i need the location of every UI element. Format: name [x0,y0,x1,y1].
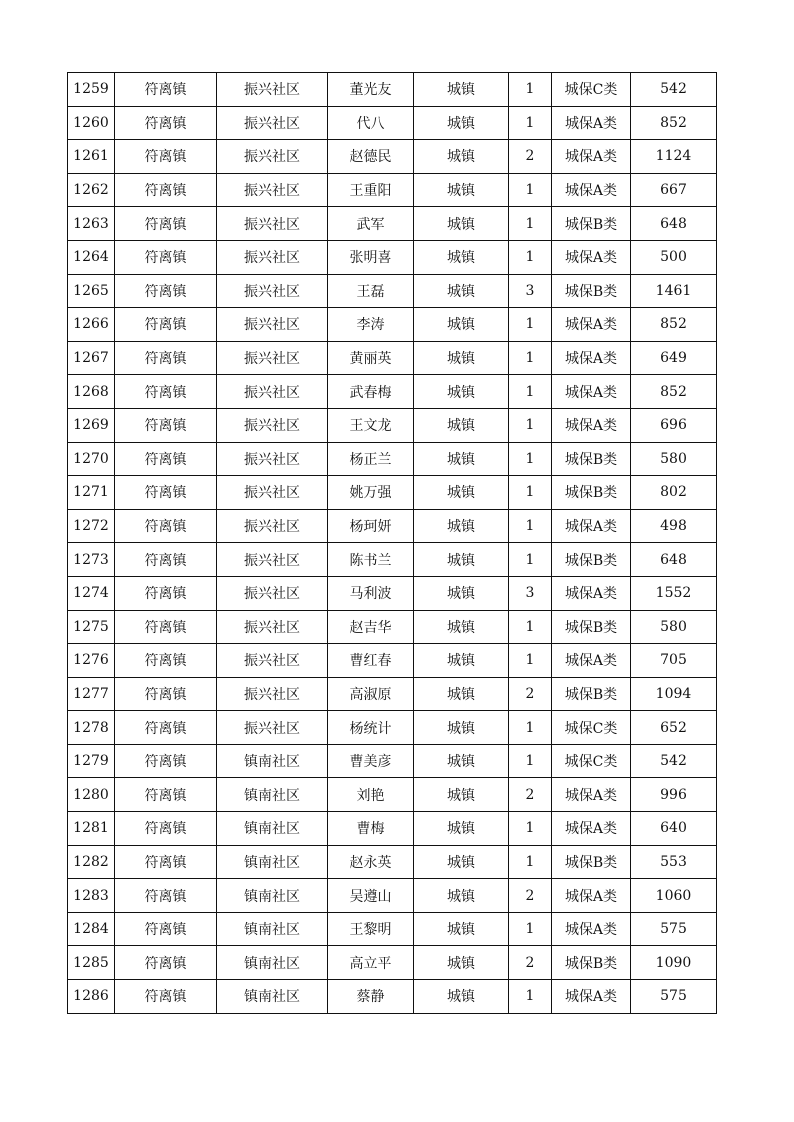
name-cell: 刘艳 [328,778,414,812]
town-cell: 符离镇 [115,73,217,107]
table-row [68,744,717,778]
town-cell: 符离镇 [115,106,217,140]
category-cell: 城保A类 [552,240,631,274]
member-count-cell: 1 [509,644,552,678]
household-type-cell: 城镇 [414,912,509,946]
household-type-cell: 城镇 [414,442,509,476]
row-number-cell: 1282 [68,845,115,879]
member-count-cell: 2 [509,677,552,711]
amount-cell: 852 [631,375,717,409]
category-cell: 城保A类 [552,778,631,812]
table-row [68,106,717,140]
name-cell: 曹红春 [328,644,414,678]
town-cell: 符离镇 [115,308,217,342]
household-type-cell: 城镇 [414,408,509,442]
name-cell: 杨珂妍 [328,509,414,543]
community-cell: 振兴社区 [217,375,328,409]
category-cell: 城保B类 [552,610,631,644]
table-row [68,812,717,846]
household-type-cell: 城镇 [414,644,509,678]
town-cell: 符离镇 [115,946,217,980]
member-count-cell: 1 [509,912,552,946]
member-count-cell: 1 [509,207,552,241]
row-number-cell: 1262 [68,173,115,207]
table-row [68,543,717,577]
member-count-cell: 2 [509,778,552,812]
table-row [68,375,717,409]
community-cell: 镇南社区 [217,744,328,778]
amount-cell: 542 [631,73,717,107]
town-cell: 符离镇 [115,845,217,879]
amount-cell: 500 [631,240,717,274]
category-cell: 城保B类 [552,476,631,510]
category-cell: 城保A类 [552,644,631,678]
category-cell: 城保A类 [552,106,631,140]
member-count-cell: 1 [509,711,552,745]
table-row [68,140,717,174]
community-cell: 振兴社区 [217,476,328,510]
amount-cell: 648 [631,543,717,577]
amount-cell: 852 [631,106,717,140]
table-row [68,207,717,241]
row-number-cell: 1260 [68,106,115,140]
town-cell: 符离镇 [115,576,217,610]
member-count-cell: 2 [509,946,552,980]
town-cell: 符离镇 [115,140,217,174]
community-cell: 振兴社区 [217,240,328,274]
category-cell: 城保A类 [552,408,631,442]
member-count-cell: 1 [509,341,552,375]
table-row [68,408,717,442]
household-type-cell: 城镇 [414,576,509,610]
town-cell: 符离镇 [115,711,217,745]
amount-cell: 667 [631,173,717,207]
community-cell: 振兴社区 [217,140,328,174]
amount-cell: 705 [631,644,717,678]
member-count-cell: 1 [509,610,552,644]
table-row [68,879,717,913]
amount-cell: 575 [631,980,717,1014]
table-row [68,341,717,375]
member-count-cell: 1 [509,980,552,1014]
community-cell: 振兴社区 [217,442,328,476]
household-type-cell: 城镇 [414,476,509,510]
amount-cell: 580 [631,442,717,476]
town-cell: 符离镇 [115,778,217,812]
household-type-cell: 城镇 [414,375,509,409]
category-cell: 城保A类 [552,140,631,174]
row-number-cell: 1263 [68,207,115,241]
category-cell: 城保A类 [552,879,631,913]
community-cell: 镇南社区 [217,879,328,913]
category-cell: 城保B类 [552,207,631,241]
household-type-cell: 城镇 [414,845,509,879]
community-cell: 镇南社区 [217,980,328,1014]
community-cell: 振兴社区 [217,711,328,745]
member-count-cell: 1 [509,106,552,140]
row-number-cell: 1269 [68,408,115,442]
household-type-cell: 城镇 [414,879,509,913]
category-cell: 城保A类 [552,173,631,207]
member-count-cell: 1 [509,308,552,342]
household-type-cell: 城镇 [414,240,509,274]
town-cell: 符离镇 [115,744,217,778]
name-cell: 蔡静 [328,980,414,1014]
community-cell: 振兴社区 [217,543,328,577]
household-type-cell: 城镇 [414,73,509,107]
row-number-cell: 1261 [68,140,115,174]
community-cell: 振兴社区 [217,610,328,644]
town-cell: 符离镇 [115,980,217,1014]
row-number-cell: 1285 [68,946,115,980]
amount-cell: 802 [631,476,717,510]
name-cell: 武春梅 [328,375,414,409]
household-type-cell: 城镇 [414,677,509,711]
member-count-cell: 1 [509,509,552,543]
community-cell: 振兴社区 [217,308,328,342]
row-number-cell: 1270 [68,442,115,476]
category-cell: 城保B类 [552,543,631,577]
name-cell: 赵吉华 [328,610,414,644]
amount-cell: 553 [631,845,717,879]
community-cell: 振兴社区 [217,207,328,241]
community-cell: 振兴社区 [217,408,328,442]
town-cell: 符离镇 [115,274,217,308]
community-cell: 振兴社区 [217,644,328,678]
name-cell: 张明喜 [328,240,414,274]
amount-cell: 1094 [631,677,717,711]
member-count-cell: 1 [509,73,552,107]
table-row [68,778,717,812]
amount-cell: 852 [631,308,717,342]
row-number-cell: 1283 [68,879,115,913]
category-cell: 城保C类 [552,711,631,745]
town-cell: 符离镇 [115,509,217,543]
row-number-cell: 1267 [68,341,115,375]
name-cell: 高立平 [328,946,414,980]
row-number-cell: 1259 [68,73,115,107]
name-cell: 赵德民 [328,140,414,174]
table-row [68,240,717,274]
row-number-cell: 1272 [68,509,115,543]
community-cell: 镇南社区 [217,912,328,946]
table-row [68,946,717,980]
town-cell: 符离镇 [115,610,217,644]
member-count-cell: 1 [509,240,552,274]
name-cell: 杨正兰 [328,442,414,476]
name-cell: 王磊 [328,274,414,308]
row-number-cell: 1277 [68,677,115,711]
community-cell: 振兴社区 [217,73,328,107]
member-count-cell: 1 [509,845,552,879]
row-number-cell: 1264 [68,240,115,274]
table-row [68,610,717,644]
table-row [68,980,717,1014]
table-row [68,308,717,342]
name-cell: 赵永英 [328,845,414,879]
town-cell: 符离镇 [115,476,217,510]
community-cell: 镇南社区 [217,778,328,812]
amount-cell: 542 [631,744,717,778]
community-cell: 镇南社区 [217,845,328,879]
household-type-cell: 城镇 [414,274,509,308]
household-type-cell: 城镇 [414,140,509,174]
amount-cell: 1552 [631,576,717,610]
amount-cell: 1461 [631,274,717,308]
row-number-cell: 1273 [68,543,115,577]
table-row [68,644,717,678]
table-row [68,173,717,207]
row-number-cell: 1281 [68,812,115,846]
household-type-cell: 城镇 [414,610,509,644]
name-cell: 吴遵山 [328,879,414,913]
town-cell: 符离镇 [115,442,217,476]
name-cell: 董光友 [328,73,414,107]
member-count-cell: 1 [509,442,552,476]
name-cell: 代八 [328,106,414,140]
row-number-cell: 1274 [68,576,115,610]
amount-cell: 696 [631,408,717,442]
town-cell: 符离镇 [115,240,217,274]
name-cell: 武军 [328,207,414,241]
table-body [68,73,717,1014]
town-cell: 符离镇 [115,677,217,711]
community-cell: 振兴社区 [217,173,328,207]
household-type-cell: 城镇 [414,509,509,543]
name-cell: 黄丽英 [328,341,414,375]
table-row [68,73,717,107]
name-cell: 李涛 [328,308,414,342]
community-cell: 振兴社区 [217,106,328,140]
member-count-cell: 1 [509,812,552,846]
town-cell: 符离镇 [115,879,217,913]
amount-cell: 1124 [631,140,717,174]
member-count-cell: 3 [509,576,552,610]
category-cell: 城保B类 [552,845,631,879]
table-row [68,274,717,308]
category-cell: 城保B类 [552,677,631,711]
table-row [68,912,717,946]
name-cell: 高淑原 [328,677,414,711]
town-cell: 符离镇 [115,173,217,207]
town-cell: 符离镇 [115,812,217,846]
community-cell: 镇南社区 [217,946,328,980]
member-count-cell: 1 [509,744,552,778]
member-count-cell: 2 [509,140,552,174]
category-cell: 城保A类 [552,375,631,409]
category-cell: 城保C类 [552,744,631,778]
name-cell: 曹梅 [328,812,414,846]
table-row [68,677,717,711]
amount-cell: 648 [631,207,717,241]
community-cell: 振兴社区 [217,677,328,711]
table-row [68,845,717,879]
member-count-cell: 1 [509,476,552,510]
row-number-cell: 1280 [68,778,115,812]
row-number-cell: 1275 [68,610,115,644]
row-number-cell: 1279 [68,744,115,778]
name-cell: 马利波 [328,576,414,610]
name-cell: 杨统计 [328,711,414,745]
category-cell: 城保A类 [552,308,631,342]
amount-cell: 640 [631,812,717,846]
table-row [68,509,717,543]
household-type-cell: 城镇 [414,980,509,1014]
community-cell: 振兴社区 [217,274,328,308]
member-count-cell: 3 [509,274,552,308]
row-number-cell: 1271 [68,476,115,510]
name-cell: 陈书兰 [328,543,414,577]
town-cell: 符离镇 [115,375,217,409]
household-type-cell: 城镇 [414,778,509,812]
row-number-cell: 1284 [68,912,115,946]
household-type-cell: 城镇 [414,308,509,342]
member-count-cell: 2 [509,879,552,913]
table-row [68,576,717,610]
household-type-cell: 城镇 [414,711,509,745]
table-row [68,476,717,510]
amount-cell: 1090 [631,946,717,980]
category-cell: 城保A类 [552,912,631,946]
name-cell: 姚万强 [328,476,414,510]
amount-cell: 575 [631,912,717,946]
name-cell: 王文龙 [328,408,414,442]
category-cell: 城保A类 [552,509,631,543]
table-row [68,711,717,745]
town-cell: 符离镇 [115,543,217,577]
town-cell: 符离镇 [115,408,217,442]
household-type-cell: 城镇 [414,106,509,140]
town-cell: 符离镇 [115,644,217,678]
community-cell: 振兴社区 [217,341,328,375]
community-cell: 镇南社区 [217,812,328,846]
category-cell: 城保B类 [552,946,631,980]
member-count-cell: 1 [509,408,552,442]
member-count-cell: 1 [509,543,552,577]
household-type-cell: 城镇 [414,173,509,207]
household-type-cell: 城镇 [414,946,509,980]
amount-cell: 498 [631,509,717,543]
name-cell: 王重阳 [328,173,414,207]
row-number-cell: 1266 [68,308,115,342]
town-cell: 符离镇 [115,341,217,375]
category-cell: 城保A类 [552,980,631,1014]
amount-cell: 580 [631,610,717,644]
amount-cell: 996 [631,778,717,812]
table-row [68,442,717,476]
name-cell: 曹美彦 [328,744,414,778]
category-cell: 城保A类 [552,812,631,846]
category-cell: 城保A类 [552,576,631,610]
row-number-cell: 1268 [68,375,115,409]
category-cell: 城保A类 [552,341,631,375]
row-number-cell: 1265 [68,274,115,308]
household-type-cell: 城镇 [414,744,509,778]
row-number-cell: 1286 [68,980,115,1014]
category-cell: 城保C类 [552,73,631,107]
category-cell: 城保B类 [552,442,631,476]
member-count-cell: 1 [509,173,552,207]
household-type-cell: 城镇 [414,543,509,577]
amount-cell: 652 [631,711,717,745]
community-cell: 振兴社区 [217,509,328,543]
household-type-cell: 城镇 [414,812,509,846]
community-cell: 振兴社区 [217,576,328,610]
household-type-cell: 城镇 [414,341,509,375]
household-type-cell: 城镇 [414,207,509,241]
member-count-cell: 1 [509,375,552,409]
category-cell: 城保B类 [552,274,631,308]
row-number-cell: 1276 [68,644,115,678]
row-number-cell: 1278 [68,711,115,745]
town-cell: 符离镇 [115,912,217,946]
amount-cell: 649 [631,341,717,375]
amount-cell: 1060 [631,879,717,913]
town-cell: 符离镇 [115,207,217,241]
name-cell: 王黎明 [328,912,414,946]
data-table [67,72,717,1014]
